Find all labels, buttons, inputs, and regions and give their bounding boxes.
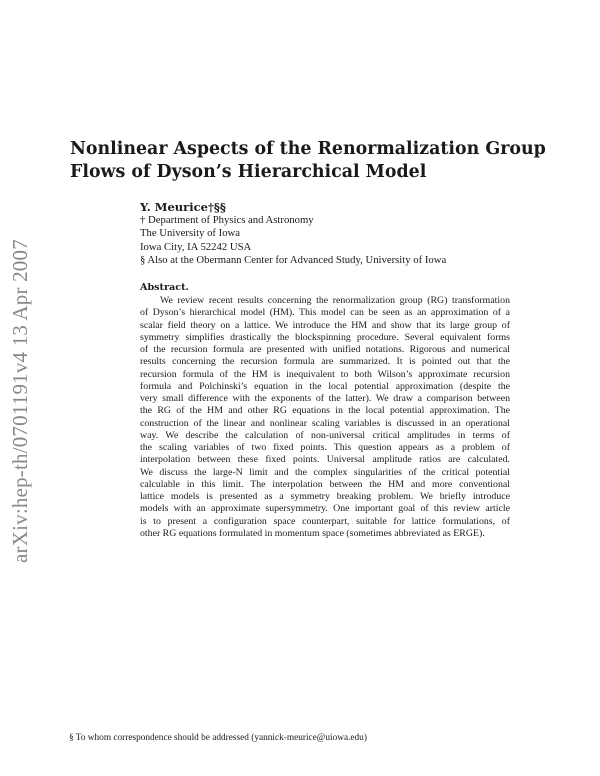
abstract-line: of Dyson’s hierarchical model (HM). This model can be seen as an approximation of a [140, 307, 510, 319]
abstract-body [140, 295, 510, 540]
title-line: Flows of Dyson’s Hierarchical Model [70, 162, 427, 182]
abstract-line: symmetry simplifies drastically the blockspinning procedure. Several equivalent forms [140, 331, 510, 343]
abstract-line: the RG of the HM and other RG equations in the local potential approximation. The [140, 405, 510, 417]
abstract-line: calculable in this limit. The interpolation between the HM and more conventional [140, 478, 510, 490]
abstract-line: of the recursion formula are presented with unified notations. Rigorous and numerical [140, 344, 510, 355]
abstract-line: models with an approximate supersymmetry. One important goal of this review article [140, 503, 510, 515]
abstract-line: recursion formula of the HM is inequivalent to both Wilson’s approximate recursion [140, 368, 510, 380]
abstract-line: results concerning the recursion formula are summarized. It is pointed out that the [140, 356, 510, 368]
abstract-line: the scaling variables of two fixed points. This question appears as a problem of [140, 442, 510, 453]
abstract-line: construction of the linear and nonlinear scaling variables is discussed in an operational [140, 417, 510, 429]
abstract-line: very small difference with the exponents of the latter). We draw a comparison between [140, 393, 510, 404]
abstract-line: lattice models is presented as a symmetry breaking problem. We briefly introduce [140, 491, 510, 502]
correspondence-footnote: § To whom correspondence should be addressed (yannick-meurice@uiowa.edu) [69, 733, 367, 743]
paper-title [70, 138, 550, 184]
abstract-line: We discuss the large-N limit and the complex singularities of the critical potential [140, 466, 510, 478]
author-name: Y. Meurice†§§ [140, 200, 226, 214]
affiliation-line: § Also at the Obermann Center for Advanced Study, University of Iowa [140, 253, 447, 266]
affiliation-line: The University of Iowa [140, 227, 241, 240]
affiliation-line: † Department of Physics and Astronomy [140, 214, 314, 226]
abstract-line: scalar field theory on a lattice. We introduce the HM and show that its large group of [140, 319, 510, 331]
affiliation-line: Iowa City, IA 52242 USA [140, 240, 252, 253]
title-line: Nonlinear Aspects of the Renormalization Group [70, 139, 546, 159]
affiliation-block [140, 214, 446, 267]
abstract-line: other RG equations formulated in momentum space (sometimes abbreviated as ERGE). [140, 527, 485, 539]
abstract-line: is to present a configuration space counterpart, suitable for lattice formulations, of [140, 515, 510, 527]
arxiv-identifier: arXiv:hep-th/0701191v4 13 Apr 2007 [8, 239, 32, 563]
abstract-line: We review recent results concerning the renormalization group (RG) transformation [160, 295, 510, 306]
abstract-line: interpolation between these fixed points. Universal amplitude ratios are calculated. [140, 454, 510, 466]
abstract-line: way. We describe the calculation of non-universal critical amplitudes in terms of [140, 429, 510, 441]
abstract-heading: Abstract. [140, 282, 189, 293]
abstract-line: formula and Polchinski’s equation in the local potential approximation (despite the [140, 380, 510, 392]
